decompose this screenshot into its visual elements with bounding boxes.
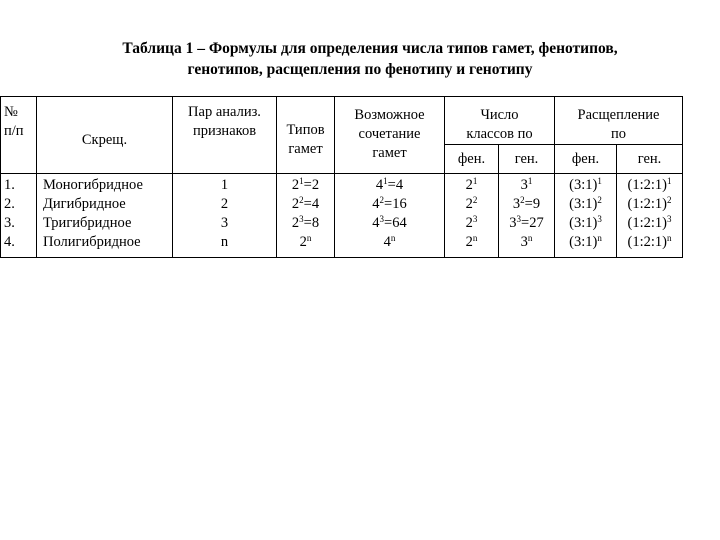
header-classes-gen: ген. xyxy=(499,145,555,174)
header-row-1 xyxy=(1,97,683,145)
body-row xyxy=(1,174,683,258)
col-split-phen: (3:1)$^1$ (3:1)$^2$ (3:1)$^3$ (3:1)$^n$ xyxy=(555,174,617,258)
header-split-gen: ген. xyxy=(617,145,683,174)
header-cross: Скрещ. xyxy=(37,97,173,174)
col-split-gen: (1:2:1)$^1$ (1:2:1)$^2$ (1:2:1)$^3$ (1:2:1)$^n$ xyxy=(617,174,683,258)
header-split: Расщепление по xyxy=(555,97,683,145)
formula-table xyxy=(0,96,683,258)
header-pairs: Пар анализ. признаков xyxy=(173,97,277,174)
table-title xyxy=(0,38,720,80)
col-pairs: 1 2 3 n xyxy=(173,174,277,258)
col-classes-phen: $2^1$ $2^2$ $2^3$ 2$^n$ xyxy=(445,174,499,258)
header-num: № п/п xyxy=(1,97,37,174)
col-classes-gen: $3^1$ $3^2=9$ $3^3=27$ 3$^n$ xyxy=(499,174,555,258)
header-classes-phen: фен. xyxy=(445,145,499,174)
title-line-2: генотипов, расщепления по фенотипу и генотипу xyxy=(187,61,533,78)
title-line-1: Таблица 1 – Формулы для определения числа типов гамет, фенотипов, xyxy=(122,40,618,57)
col-num: 1. 2. 3. 4. xyxy=(1,174,37,258)
col-combinations: $4^1=4$ $4^2=16$ $4^3=64$ 4$^n$ xyxy=(335,174,445,258)
col-cross-type: Моногибридное Дигибридное Тригибридное Полигибридное xyxy=(37,174,173,258)
header-classes: Число классов по xyxy=(445,97,555,145)
header-combinations: Возможное сочетание гамет xyxy=(335,97,445,174)
header-split-phen: фен. xyxy=(555,145,617,174)
header-gamete-types: Типов гамет xyxy=(277,97,335,174)
col-gamete-types: $2^1=2$ $2^2=4$ $2^3=8$ 2$^n$ xyxy=(277,174,335,258)
